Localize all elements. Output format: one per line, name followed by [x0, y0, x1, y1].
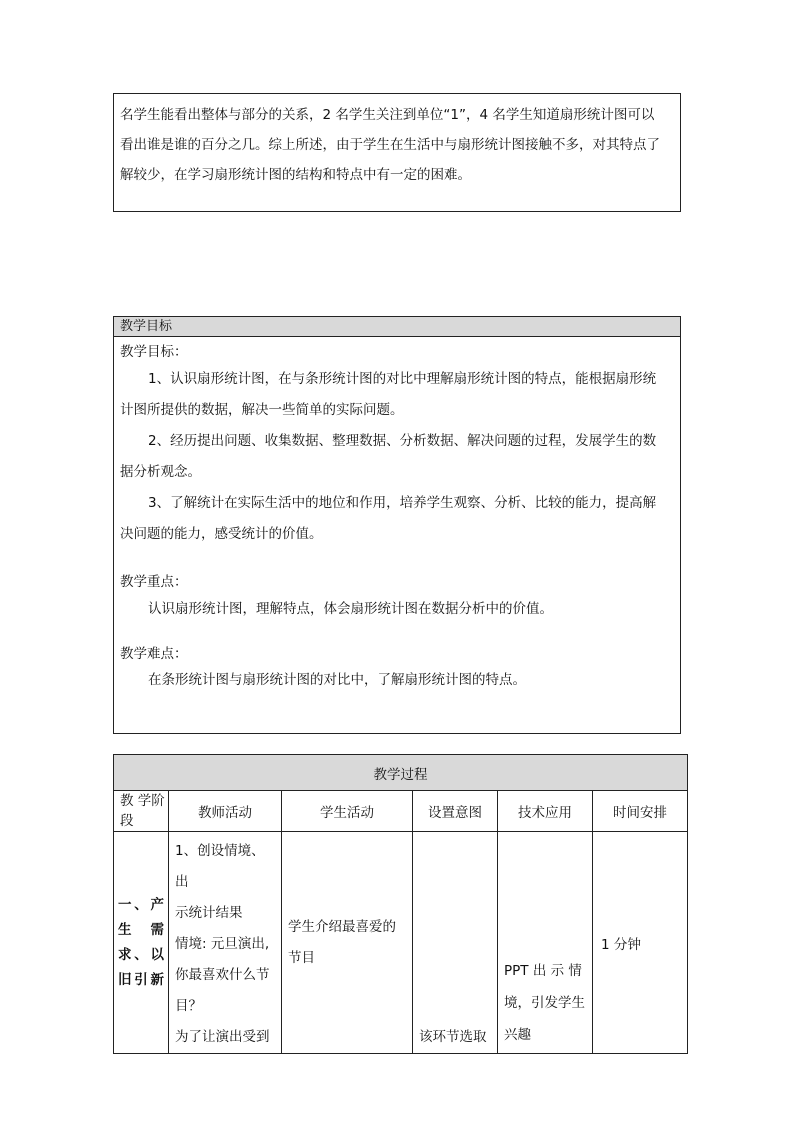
time-cell: 1 分钟	[593, 832, 688, 1054]
stage-cell: 一、产生需求、以旧引新	[114, 832, 169, 1054]
teacher-activity-cell	[169, 832, 282, 1054]
goal-line: 2、经历提出问题、收集数据、整理数据、分析数据、解决问题的过程，发展学生的数	[148, 433, 657, 449]
goal-line: 3、了解统计在实际生活中的地位和作用，培养学生观察、分析、比较的能力，提高解	[148, 495, 657, 511]
tech-cell	[498, 832, 593, 1054]
goal-line: 据分析观念。	[120, 464, 201, 480]
teacher-line: 情境: 元旦演出,	[175, 936, 270, 952]
process-title: 教学过程	[114, 755, 688, 791]
learner-analysis-box	[113, 93, 681, 212]
key-point-label: 教学重点：	[120, 574, 188, 590]
header-tech: 技术应用	[498, 791, 593, 832]
analysis-line: 解较少，在学习扇形统计图的结构和特点中有一定的困难。	[120, 167, 471, 183]
teacher-line: 目？	[175, 998, 202, 1014]
learner-analysis-text	[120, 100, 674, 190]
student-line: 学生介绍最喜爱的	[288, 918, 396, 935]
goal-line: 决问题的能力，感受统计的价值。	[120, 526, 323, 542]
header-teacher: 教师活动	[169, 791, 282, 832]
difficulty-label: 教学难点：	[120, 646, 188, 662]
goal-line: 1、认识扇形统计图，在与条形统计图的对比中理解扇形统计图的特点，能根据扇形统	[148, 371, 657, 387]
teacher-line: 为了让演出受到	[175, 1029, 270, 1045]
objectives-intro: 教学目标：	[120, 344, 188, 360]
header-intent: 设置意图	[413, 791, 498, 832]
difficulty-text: 在条形统计图与扇形统计图的对比中，了解扇形统计图的特点。	[148, 672, 526, 688]
header-stage: 教 学阶段	[114, 791, 169, 832]
key-point-text: 认识扇形统计图，理解特点，体会扇形统计图在数据分析中的价值。	[148, 601, 553, 617]
intent-cell: 该环节选取	[413, 832, 498, 1054]
teaching-process-table	[113, 754, 688, 1054]
tech-line: PPT 出 示 情	[504, 963, 582, 979]
teacher-line: 示统计结果	[175, 905, 243, 921]
header-student: 学生活动	[282, 791, 413, 832]
goal-line: 计图所提供的数据，解决一些简单的实际问题。	[120, 402, 404, 418]
teacher-line: 1、创设情境、出	[175, 843, 265, 890]
student-activity-cell	[282, 832, 413, 1054]
objectives-header: 教学目标	[114, 317, 680, 337]
header-time: 时间安排	[593, 791, 688, 832]
tech-line: 境，引发学生	[504, 995, 585, 1011]
analysis-line: 看出谁是谁的百分之几。综上所述，由于学生在生活中与扇形统计图接触不多，对其特点了	[120, 137, 660, 153]
tech-line: 兴趣	[504, 1027, 531, 1043]
student-line: 节目	[288, 949, 315, 966]
table-row	[114, 832, 688, 1054]
analysis-line: 名学生能看出整体与部分的关系，2 名学生关注到单位“1”，4 名学生知道扇形统计图可以	[120, 107, 655, 123]
objectives-box	[113, 316, 681, 734]
teacher-line: 你最喜欢什么节	[175, 967, 270, 983]
